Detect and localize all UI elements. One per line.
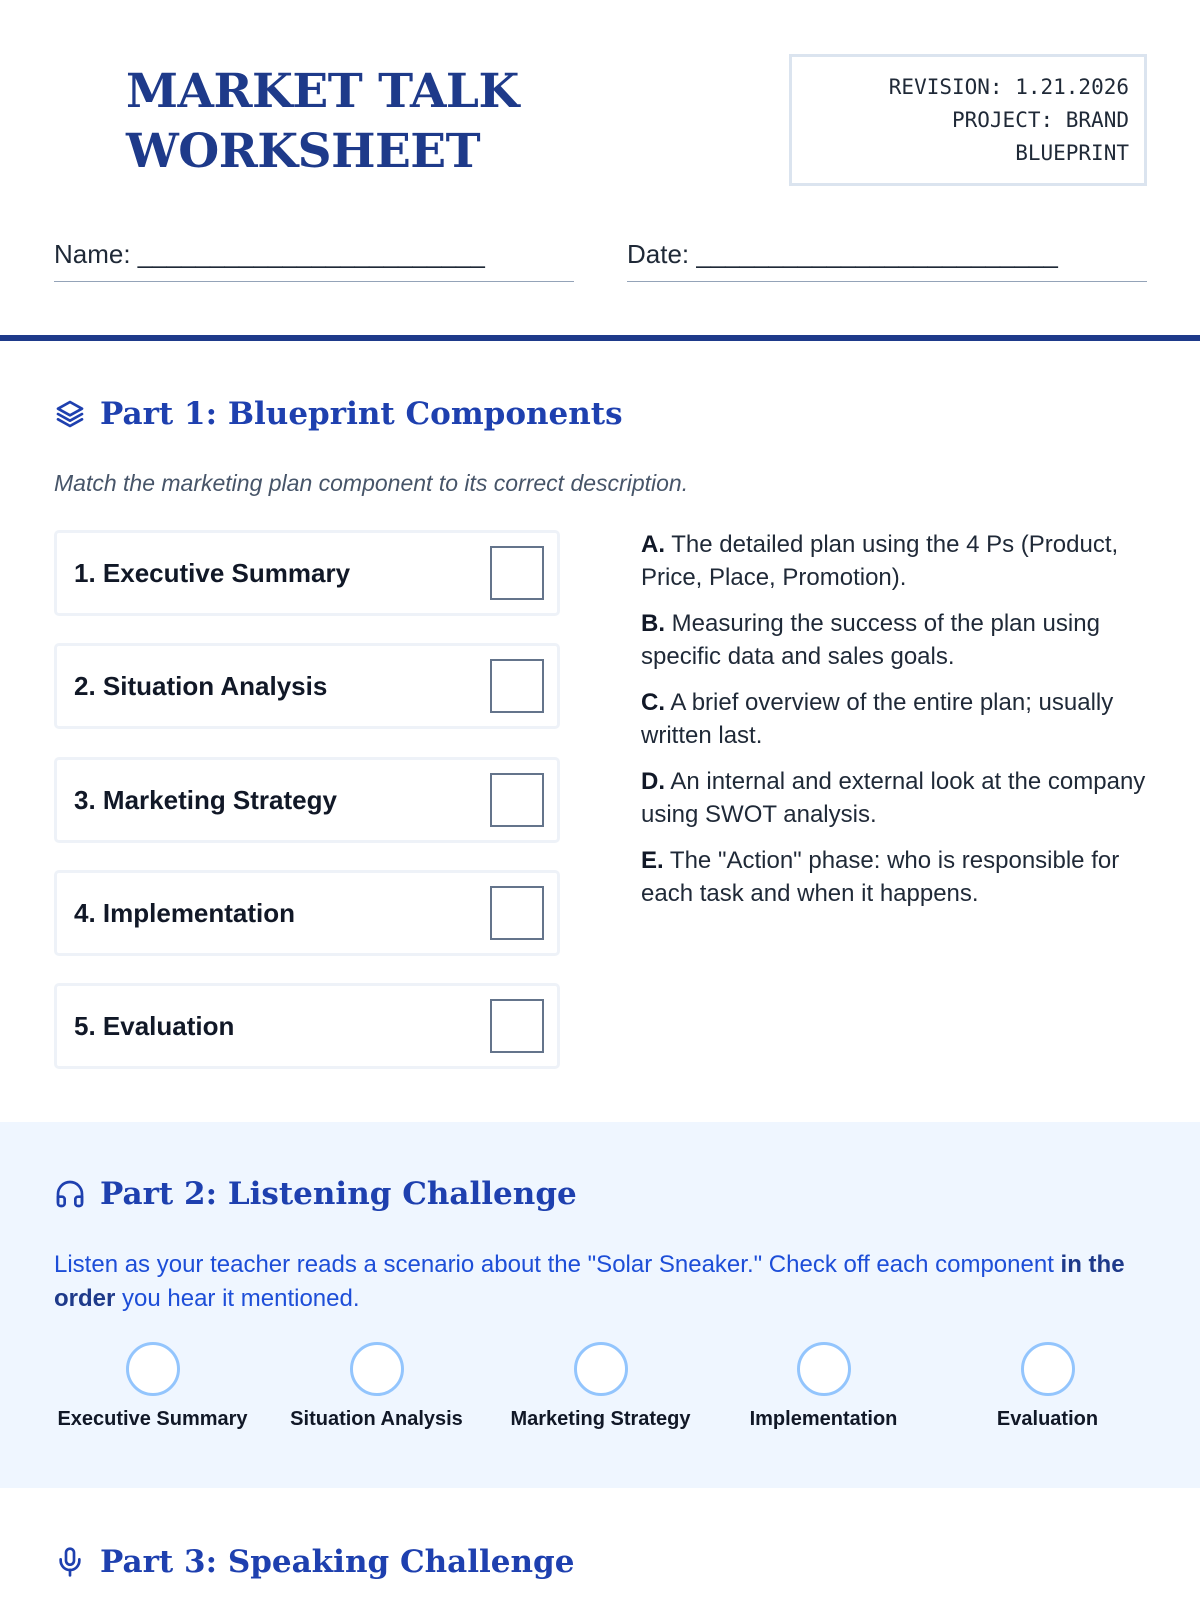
definition-text: A brief overview of the entire plan; usually written last.: [641, 689, 1114, 749]
worksheet-header: [0, 0, 1200, 342]
page-title: [126, 62, 519, 182]
order-circle[interactable]: [1021, 1342, 1075, 1396]
order-label: Situation Analysis: [290, 1408, 463, 1430]
component-label: 2. Situation Analysis: [74, 671, 328, 701]
definition-text: Measuring the success of the plan using specific data and sales goals.: [641, 610, 1100, 670]
definition-item: [641, 844, 1151, 910]
order-option: [264, 1342, 489, 1431]
order-option: [711, 1342, 936, 1431]
order-label: Implementation: [749, 1408, 898, 1430]
component-label: 5. Evaluation: [74, 1011, 235, 1041]
definition-text: The "Action" phase: who is responsible for each task and when it happens.: [641, 847, 1120, 907]
date-field[interactable]: Date: _________________________: [627, 232, 1147, 282]
definition-letter: B.: [641, 610, 665, 637]
order-circle[interactable]: [574, 1342, 628, 1396]
part2-title: Part 2: Listening Challenge: [100, 1176, 577, 1212]
part1-heading: [54, 396, 623, 432]
definition-item: [641, 607, 1151, 673]
part3-title: Part 3: Speaking Challenge: [100, 1544, 575, 1580]
component-item: [54, 757, 560, 843]
answer-box[interactable]: [490, 886, 544, 940]
component-label: 4. Implementation: [74, 898, 296, 928]
title-line-2: WORKSHEET: [126, 124, 481, 179]
order-label: Marketing Strategy: [510, 1408, 691, 1430]
instructions-emphasis: in the order: [54, 1251, 1125, 1312]
microphone-icon: [54, 1546, 86, 1578]
answer-box[interactable]: [490, 546, 544, 600]
revision-text: REVISION: 1.21.2026: [888, 75, 1129, 99]
answer-box[interactable]: [490, 773, 544, 827]
project-text-line-2: BLUEPRINT: [1015, 141, 1129, 165]
part1-title: Part 1: Blueprint Components: [100, 396, 623, 432]
project-text-line-1: PROJECT: BRAND: [951, 108, 1129, 132]
component-item: [54, 643, 560, 729]
definition-item: [641, 528, 1151, 594]
answer-box[interactable]: [490, 659, 544, 713]
definition-letter: D.: [641, 768, 665, 795]
component-label: 1. Executive Summary: [74, 558, 351, 588]
name-field[interactable]: Name: ________________________: [54, 232, 574, 282]
definition-text: The detailed plan using the 4 Ps (Product, Price, Place, Promotion).: [641, 531, 1119, 591]
instructions-text: Listen as your teacher reads a scenario about the "Solar Sneaker." Check off each component: [54, 1251, 1061, 1278]
part2-instructions: [54, 1248, 1154, 1316]
part1-instructions: Match the marketing plan component to its correct description.: [54, 470, 689, 496]
component-item: [54, 870, 560, 956]
order-label: Executive Summary: [57, 1408, 248, 1430]
instructions-text-end: you hear it mentioned.: [115, 1285, 360, 1312]
order-label: Evaluation: [996, 1408, 1099, 1430]
definition-letter: C.: [641, 689, 665, 716]
answer-box[interactable]: [490, 999, 544, 1053]
definition-letter: E.: [641, 847, 664, 874]
order-option: [935, 1342, 1160, 1431]
part3-heading: [54, 1544, 574, 1580]
component-item: [54, 983, 560, 1069]
order-circle[interactable]: [126, 1342, 180, 1396]
order-option: [40, 1342, 265, 1431]
title-line-1: MARKET TALK: [126, 64, 519, 119]
definition-list: [641, 528, 1151, 923]
order-option: [488, 1342, 713, 1431]
revision-box: [789, 54, 1147, 186]
definition-item: [641, 765, 1151, 831]
definition-item: [641, 686, 1151, 752]
definition-text: An internal and external look at the company using SWOT analysis.: [641, 768, 1146, 828]
order-circle[interactable]: [350, 1342, 404, 1396]
component-label: 3. Marketing Strategy: [74, 785, 337, 815]
headphones-icon: [54, 1178, 86, 1210]
component-item: [54, 530, 560, 616]
part2-heading: [54, 1176, 577, 1212]
header-divider: [0, 335, 1200, 341]
order-circle[interactable]: [797, 1342, 851, 1396]
layers-icon: [54, 398, 86, 430]
definition-letter: A.: [641, 531, 665, 558]
